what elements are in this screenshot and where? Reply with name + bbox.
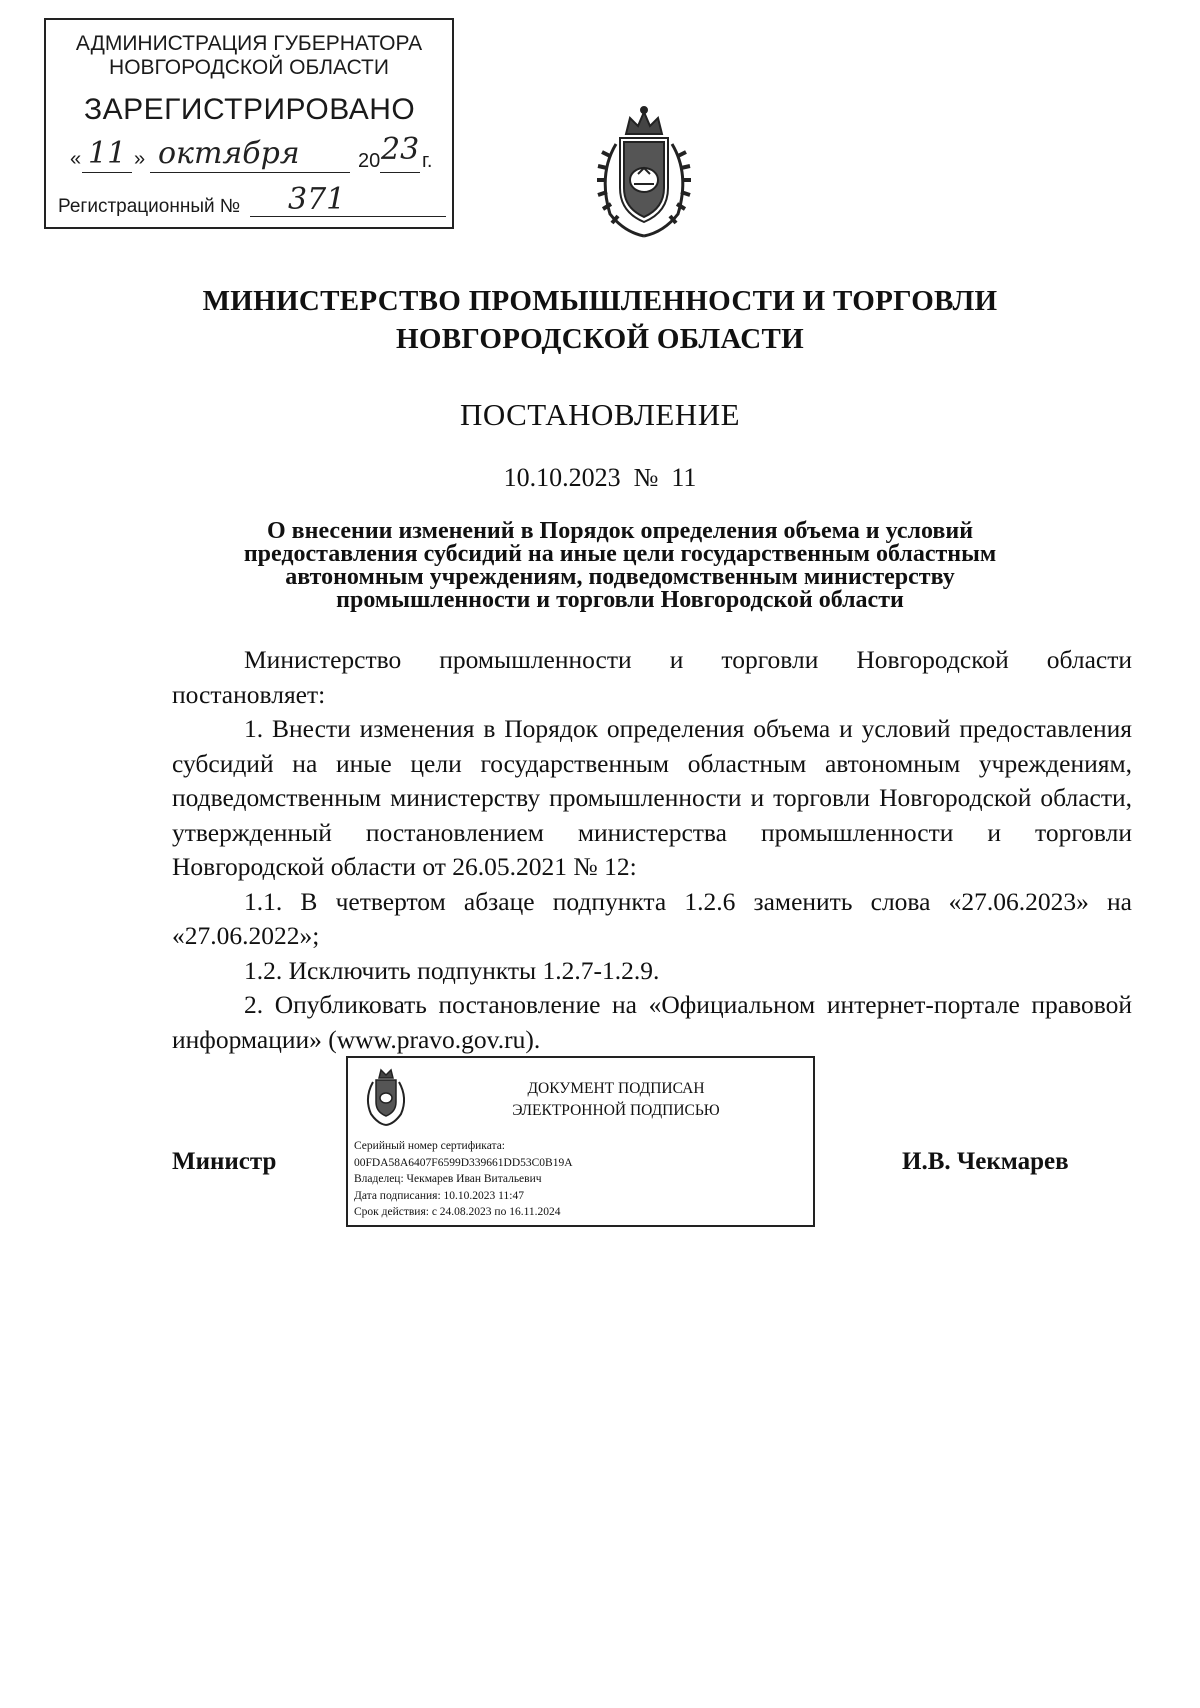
esig-title-line1: ДОКУМЕНТ ПОДПИСАН	[527, 1080, 705, 1097]
stamp-quote-close: »	[134, 148, 146, 170]
esig-serial-label: Серийный номер сертификата:	[354, 1140, 505, 1152]
stamp-reg-label: Регистрационный №	[58, 196, 241, 217]
electronic-signature-stamp	[346, 1056, 815, 1227]
subject-line3: автономным учреждениям, подведомственным министерству	[285, 564, 955, 590]
ministry-title-line2: НОВГОРОДСКОЙ ОБЛАСТИ	[396, 323, 804, 355]
coat-of-arms-icon	[360, 1066, 412, 1128]
ministry-title-line1: МИНИСТЕРСТВО ПРОМЫШЛЕННОСТИ И ТОРГОВЛИ	[202, 285, 998, 317]
stamp-year-prefix: 20	[358, 150, 381, 172]
ministry-title	[150, 282, 1050, 358]
stamp-reg-row	[56, 182, 451, 222]
signatory-position: Министр	[172, 1148, 277, 1175]
document-subject	[160, 520, 1080, 612]
body-paragraph: 1. Внести изменения в Порядок определения объема и условий предоставления субсидий на иные цели государственным областным автономным учреждениям, подведомственным министерству промышленности и торговли Новгородской области, утвержденный постановлением министерства промышленности и торговли Новгородской области от 26.05.2021 № 12:	[172, 714, 1132, 881]
stamp-date-row	[66, 132, 446, 178]
subject-line4: промышленности и торговли Новгородской области	[336, 587, 904, 613]
body-paragraph: 1.2. Исключить подпункты 1.2.7-1.2.9.	[244, 955, 660, 985]
esig-title-line2: ЭЛЕКТРОННОЙ ПОДПИСЬЮ	[512, 1102, 720, 1119]
document-type: ПОСТАНОВЛЕНИЕ	[459, 397, 741, 432]
body-paragraph: Министерство промышленности и торговли Новгородской области постановляет:	[172, 645, 1132, 709]
stamp-year-suffix: 23	[381, 132, 420, 167]
stamp-year-mark: г.	[422, 150, 433, 172]
esig-validity: Срок действия: с 24.08.2023 по 16.11.2024	[354, 1206, 561, 1218]
stamp-org-line1: АДМИНИСТРАЦИЯ ГУБЕРНАТОРА	[75, 32, 423, 55]
body-paragraph: 2. Опубликовать постановление на «Официальном интернет-портале правовой информации» (www.pravo.gov.ru).	[172, 990, 1132, 1054]
stamp-day: 11	[88, 136, 127, 171]
document-body	[172, 643, 1132, 1057]
esig-signed-date: Дата подписания: 10.10.2023 11:47	[354, 1189, 524, 1202]
stamp-quote-open: «	[70, 148, 82, 170]
subject-line2: предоставления субсидий на иные цели государственным областным	[243, 541, 997, 567]
stamp-org-line2: НОВГОРОДСКОЙ ОБЛАСТИ	[109, 56, 389, 79]
registration-stamp	[44, 18, 454, 229]
esig-owner: Владелец: Чекмарев Иван Витальевич	[354, 1173, 542, 1185]
stamp-status: ЗАРЕГИСТРИРОВАНО	[84, 93, 416, 126]
document-date-number: 10.10.2023 № 11	[503, 463, 697, 492]
esig-details	[354, 1138, 573, 1221]
stamp-reg-number: 371	[288, 182, 346, 217]
subject-line1: О внесении изменений в Порядок определения объема и условий	[266, 518, 974, 544]
coat-of-arms-icon	[580, 104, 708, 244]
esig-serial-value: 00FDA58A6407F6599D339661DD53C0B19A	[354, 1156, 573, 1169]
signatory-name: И.В. Чекмарев	[902, 1148, 1069, 1175]
body-paragraph: 1.1. В четвертом абзаце подпункта 1.2.6 заменить слова «27.06.2023» на «27.06.2022»;	[172, 886, 1132, 950]
stamp-month: октября	[158, 136, 300, 171]
